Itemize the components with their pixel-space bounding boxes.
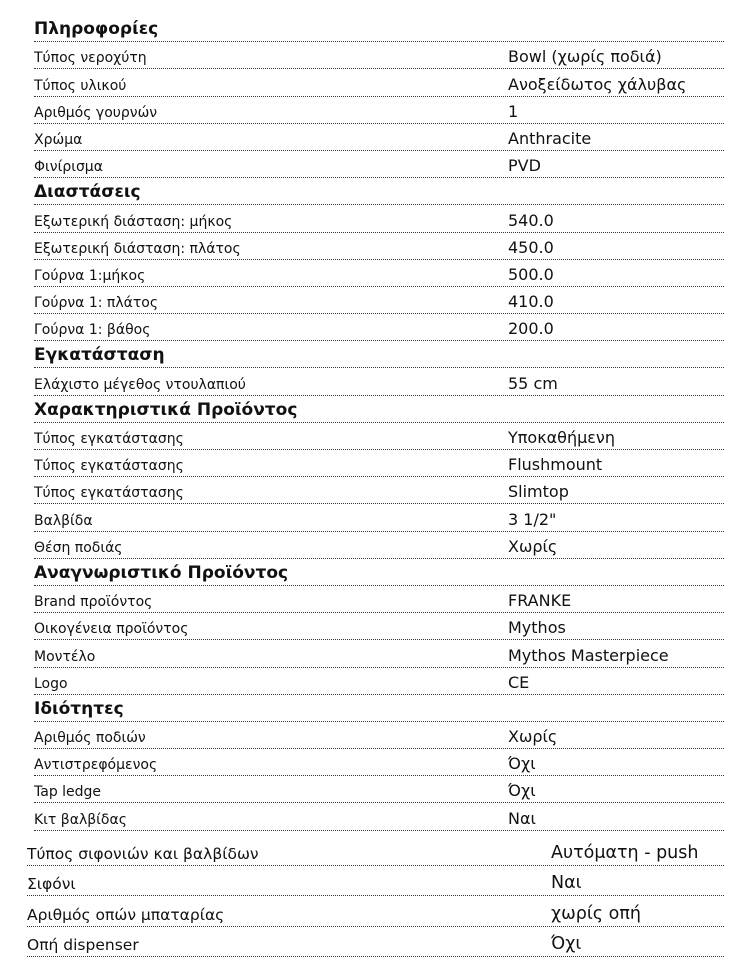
spec-label: Brand προϊόντος xyxy=(34,594,153,611)
spec-row xyxy=(34,287,724,314)
spec-label: Logo xyxy=(34,675,68,692)
spec-value: Ναι xyxy=(508,808,536,828)
spec-row xyxy=(34,69,724,96)
spec-row xyxy=(34,205,724,232)
spec-row xyxy=(34,450,724,477)
spec-value: Slimtop xyxy=(508,482,569,502)
spec-label: Τύπος υλικού xyxy=(34,77,127,94)
spec-label: Κιτ βαλβίδας xyxy=(34,811,127,828)
spec-label: Οπή dispenser xyxy=(27,936,139,954)
spec-label: Σιφόνι xyxy=(27,875,76,893)
spec-value: 55 cm xyxy=(508,373,558,393)
spec-value: 540.0 xyxy=(508,210,554,230)
section-title: Χαρακτηριστικά Προϊόντος xyxy=(34,399,298,420)
spec-value: Όχι xyxy=(508,754,536,774)
spec-label: Ελάχιστο μέγεθος ντουλαπιού xyxy=(34,376,246,393)
spec-label: Γούρνα 1: πλάτος xyxy=(34,295,159,312)
section-header-info xyxy=(34,15,724,42)
spec-value: Όχι xyxy=(551,934,582,954)
spec-row xyxy=(34,532,724,559)
section-title: Αναγνωριστικό Προϊόντος xyxy=(34,562,289,583)
spec-label: Αντιστρεφόμενος xyxy=(34,757,158,774)
spec-row xyxy=(34,314,724,341)
section-header-installation xyxy=(34,341,724,368)
section-header-properties xyxy=(34,695,724,722)
spec-value: 200.0 xyxy=(508,319,554,339)
section-title: Εγκατάσταση xyxy=(34,345,165,366)
spec-value: Αυτόματη - push xyxy=(551,842,699,863)
spec-row xyxy=(34,477,724,504)
spec-row xyxy=(34,640,724,667)
spec-label: Γούρνα 1: βάθος xyxy=(34,322,151,339)
spec-label: Τύπος εγκατάστασης xyxy=(34,485,184,502)
spec-value: Bowl (χωρίς ποδιά) xyxy=(508,47,662,67)
spec-row xyxy=(34,722,724,749)
spec-value: Ανοξείδωτος χάλυβας xyxy=(508,74,687,94)
spec-value: Χωρίς xyxy=(508,727,558,747)
spec-row xyxy=(34,803,724,830)
spec-value: Mythos xyxy=(508,618,566,638)
spec-value: CE xyxy=(508,672,530,692)
spec-label: Τύπος νεροχύτη xyxy=(34,50,147,67)
spec-label: Εξωτερική διάσταση: μήκος xyxy=(34,213,233,230)
spec-value: Mythos Masterpiece xyxy=(508,645,669,665)
spec-row xyxy=(34,423,724,450)
spec-row xyxy=(27,835,724,866)
spec-value: 450.0 xyxy=(508,237,554,257)
spec-value: Anthracite xyxy=(508,128,592,148)
spec-value: Όχι xyxy=(508,781,536,801)
spec-label: Τύπος εγκατάστασης xyxy=(34,458,184,475)
spec-label: Θέση ποδιάς xyxy=(34,539,123,556)
spec-row xyxy=(34,749,724,776)
spec-label: Βαλβίδα xyxy=(34,512,93,529)
spec-row xyxy=(34,668,724,695)
spec-row xyxy=(34,260,724,287)
spec-label: Οικογένεια προϊόντος xyxy=(34,621,189,638)
spec-row xyxy=(34,233,724,260)
spec-value: Υποκαθήμενη xyxy=(508,428,616,447)
section-title: Πληροφορίες xyxy=(34,19,159,40)
section-header-identifier xyxy=(34,559,724,586)
section-header-dimensions xyxy=(34,178,724,205)
spec-row xyxy=(27,896,724,927)
spec-label: Αριθμός ποδιών xyxy=(34,730,146,747)
spec-value: 3 1/2" xyxy=(508,509,557,529)
spec-row xyxy=(34,368,724,395)
spec-label: Τύπος σιφονιών και βαλβίδων xyxy=(27,844,259,863)
spec-value: Ναι xyxy=(551,873,582,893)
spec-value: 1 xyxy=(508,101,519,121)
spec-label: Μοντέλο xyxy=(34,648,96,665)
spec-table-extra xyxy=(27,835,724,957)
spec-label: Αριθμός γουρνών xyxy=(34,104,158,121)
spec-row xyxy=(27,927,724,958)
section-title: Ιδιότητες xyxy=(34,698,124,719)
spec-row xyxy=(34,504,724,531)
spec-label: Τύπος εγκατάστασης xyxy=(34,431,184,447)
spec-value: Flushmount xyxy=(508,455,603,475)
spec-value: Χωρίς xyxy=(508,536,558,556)
spec-label: Tap ledge xyxy=(34,784,102,801)
spec-row xyxy=(34,42,724,69)
spec-value: PVD xyxy=(508,156,541,176)
spec-row xyxy=(34,97,724,124)
spec-label: Αριθμός οπών μπαταρίας xyxy=(27,905,225,924)
spec-value: FRANKE xyxy=(508,591,572,611)
spec-label: Χρώμα xyxy=(34,131,83,148)
spec-row xyxy=(34,613,724,640)
spec-row xyxy=(34,151,724,178)
spec-value: 500.0 xyxy=(508,264,554,284)
spec-value: 410.0 xyxy=(508,292,554,312)
spec-row xyxy=(34,124,724,151)
spec-label: Εξωτερική διάσταση: πλάτος xyxy=(34,240,241,257)
section-title: Διαστάσεις xyxy=(34,182,141,203)
spec-label: Γούρνα 1:μήκος xyxy=(34,267,146,284)
spec-row xyxy=(34,776,724,803)
spec-row xyxy=(27,866,724,897)
spec-table xyxy=(34,15,724,831)
spec-label: Φινίρισμα xyxy=(34,159,103,176)
section-header-features xyxy=(34,396,724,423)
spec-value: χωρίς οπή xyxy=(551,903,641,924)
spec-row xyxy=(34,586,724,613)
